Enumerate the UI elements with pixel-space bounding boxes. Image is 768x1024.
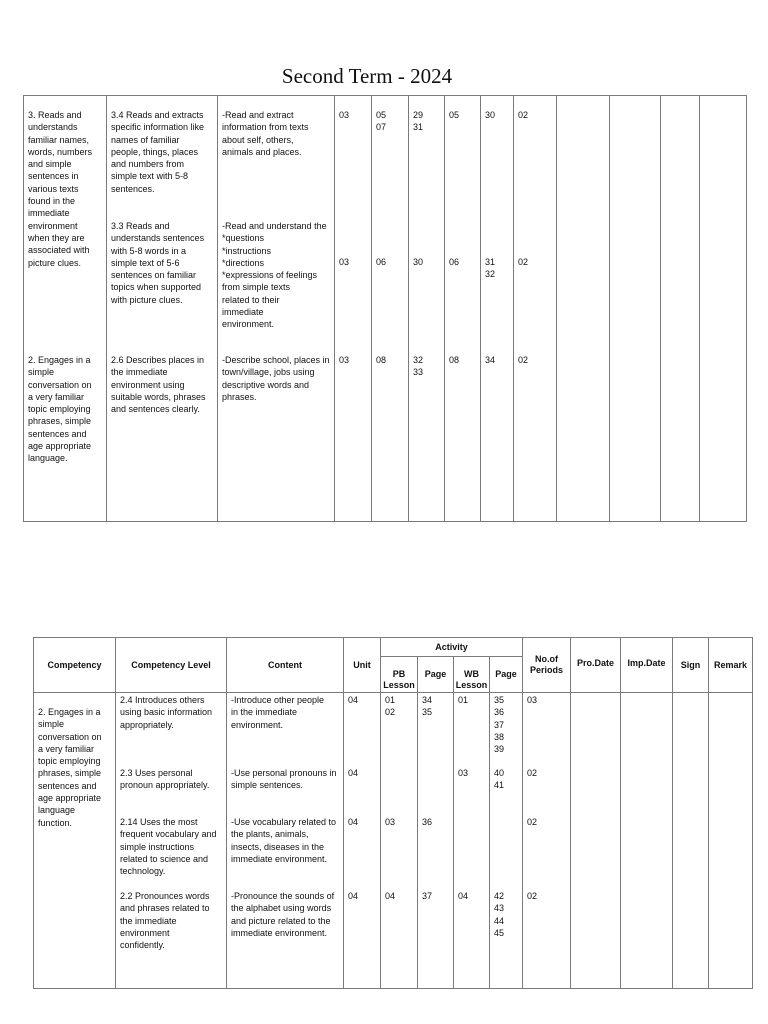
content-text: -Describe school, places in town/village, jobs using descriptive words and phrases. — [222, 355, 330, 402]
pb-lesson-value: 03 — [385, 817, 396, 827]
level-text: 2.4 Introduces others using basic information appropriately. — [120, 695, 213, 730]
pb-lesson-value: 04 — [385, 891, 396, 901]
periods-value: 02 — [527, 891, 538, 901]
wb-lesson-cell — [454, 693, 490, 989]
periods-cell — [514, 96, 557, 522]
competency-text-1: 3. Reads and understands familiar names, words, numbers and simple sentences in various texts found in the immediate environment when they are associated with picture clues. — [28, 110, 93, 268]
remark-cell[interactable] — [700, 96, 747, 522]
level-text: 2.6 Describes places in the immediate environment using suitable words, phrases and sentences clearly. — [111, 355, 206, 415]
wb-lesson-value: 03 — [458, 768, 469, 778]
wb-page-value: 35 36 37 38 39 — [494, 695, 505, 755]
pb-lesson-value: 08 — [376, 355, 387, 365]
page-value: 30 — [413, 257, 424, 267]
header-imp-date: Imp.Date — [621, 638, 673, 693]
content-text: -Introduce other people in the immediate environment. — [231, 695, 325, 730]
pro-date-cell[interactable] — [557, 96, 610, 522]
page-value: 37 — [422, 891, 433, 901]
page-value: 34 35 — [422, 695, 433, 718]
unit-value: 03 — [339, 257, 350, 267]
content-text: -Read and extract information from texts about self, others, animals and places. — [222, 110, 309, 157]
pb-lesson-cell — [372, 96, 409, 522]
level-text: 2.3 Uses personal pronoun appropriately. — [120, 768, 210, 791]
unit-value: 03 — [339, 355, 350, 365]
competency-level-cell — [107, 96, 218, 522]
page-cell — [418, 693, 454, 989]
header-activity: Activity — [381, 638, 523, 657]
content-text: -Read and understand the *questions *instructions *directions *expressions of feelings from simple texts related to their immediate environment. — [222, 221, 327, 330]
periods-value: 02 — [527, 768, 538, 778]
pb-lesson-value: 06 — [376, 257, 387, 267]
page-value: 32 33 — [413, 355, 424, 378]
content-cell — [218, 96, 335, 522]
header-wb-page: Page — [490, 657, 523, 693]
header-competency: Competency — [34, 638, 116, 693]
page-cell — [409, 96, 445, 522]
header-pb-lesson: PB Lesson — [381, 657, 418, 693]
unit-cell — [344, 693, 381, 989]
pb-lesson-value: 01 02 — [385, 695, 396, 718]
competency-text: 2. Engages in a simple conversation on a very familiar topic employing phrases, simple sentences and age appropriate language function. — [38, 707, 102, 828]
header-remark: Remark — [709, 638, 753, 693]
wb-lesson-cell — [445, 96, 481, 522]
page-title: Second Term - 2024 — [281, 64, 453, 88]
pb-lesson-value: 05 07 — [376, 110, 387, 133]
wb-lesson-value: 04 — [458, 891, 469, 901]
header-unit: Unit — [344, 638, 381, 693]
level-text: 3.4 Reads and extracts specific information like names of familiar people, things, places and numbers from simple text with 5-8 sentences. — [111, 110, 205, 194]
competency-cell — [24, 96, 107, 522]
unit-value: 04 — [348, 695, 359, 705]
level-text: 2.2 Pronounces words and phrases related to the immediate environment confidently. — [120, 891, 210, 951]
remark-cell[interactable] — [709, 693, 753, 989]
sign-cell[interactable] — [661, 96, 700, 522]
pro-date-cell[interactable] — [571, 693, 621, 989]
header-sign: Sign — [673, 638, 709, 693]
periods-cell — [523, 693, 571, 989]
page-value: 36 — [422, 817, 433, 827]
wb-page-value: 34 — [485, 355, 496, 365]
level-text: 3.3 Reads and understands sentences with 5-8 words in a simple text of 5-6 sentences on familiar topics when supported with picture clues. — [111, 221, 205, 305]
wb-page-value: 42 43 44 45 — [494, 891, 505, 938]
bottom-scheme-table — [33, 637, 753, 989]
competency-text-2: 2. Engages in a simple conversation on a very familiar topic employing phrases, simple sentences and age appropriate language. — [28, 355, 92, 464]
unit-value: 03 — [339, 110, 350, 120]
content-text: -Pronounce the sounds of the alphabet using words and picture related to the immediate environment. — [231, 891, 335, 938]
unit-value: 04 — [348, 891, 359, 901]
sign-cell[interactable] — [673, 693, 709, 989]
unit-value: 04 — [348, 817, 359, 827]
header-page: Page — [418, 657, 454, 693]
header-pro-date: Pro.Date — [571, 638, 621, 693]
periods-value: 02 — [518, 110, 529, 120]
imp-date-cell[interactable] — [621, 693, 673, 989]
wb-lesson-value: 06 — [449, 257, 460, 267]
header-content: Content — [227, 638, 344, 693]
content-cell — [227, 693, 344, 989]
header-competency-level: Competency Level — [116, 638, 227, 693]
content-text: -Use vocabulary related to the plants, animals, insects, diseases in the immediate environment. — [231, 817, 337, 864]
periods-value: 02 — [518, 257, 529, 267]
pb-lesson-cell — [381, 693, 418, 989]
wb-page-value: 31 32 — [485, 257, 496, 280]
page-value: 29 31 — [413, 110, 424, 133]
level-text: 2.14 Uses the most frequent vocabulary and simple instructions related to science and technology. — [120, 817, 217, 877]
wb-page-cell — [481, 96, 514, 522]
unit-value: 04 — [348, 768, 359, 778]
wb-page-value: 30 — [485, 110, 496, 120]
top-scheme-table — [23, 95, 747, 522]
content-text: -Use personal pronouns in simple sentences. — [231, 768, 337, 791]
wb-page-value: 40 41 — [494, 768, 505, 791]
unit-cell — [335, 96, 372, 522]
wb-lesson-value: 01 — [458, 695, 469, 705]
competency-cell — [34, 693, 116, 989]
periods-value: 03 — [527, 695, 538, 705]
wb-page-cell — [490, 693, 523, 989]
imp-date-cell[interactable] — [610, 96, 661, 522]
periods-value: 02 — [518, 355, 529, 365]
competency-level-cell — [116, 693, 227, 989]
periods-value: 02 — [527, 817, 538, 827]
wb-lesson-value: 05 — [449, 110, 460, 120]
wb-lesson-value: 08 — [449, 355, 460, 365]
header-periods: No.of Periods — [523, 638, 571, 693]
header-wb-lesson: WB Lesson — [454, 657, 490, 693]
